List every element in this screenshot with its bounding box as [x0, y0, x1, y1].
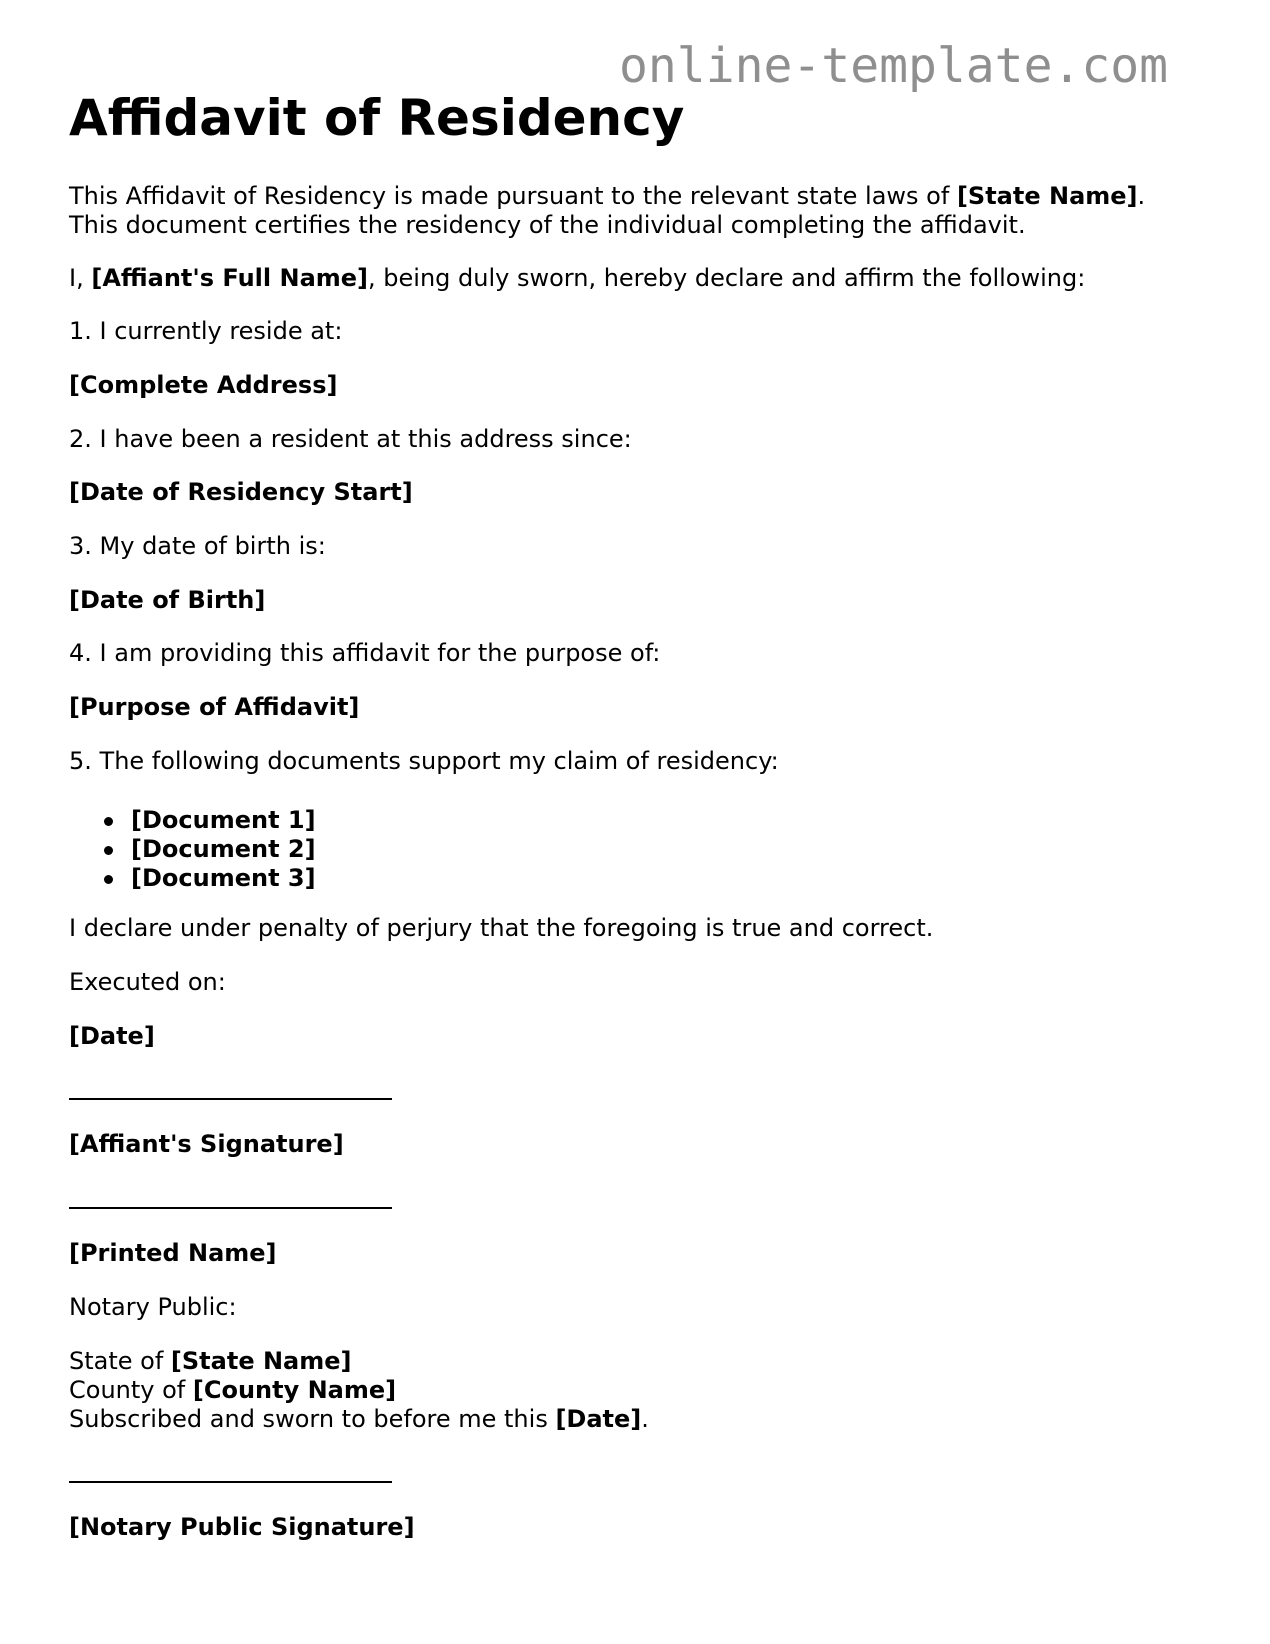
item-5-text: 5. The following documents support my claim of residency:	[69, 747, 779, 775]
notary-state-line	[69, 1347, 351, 1376]
notary-sworn-prefix: Subscribed and sworn to before me this	[69, 1405, 556, 1433]
notary-heading: Notary Public:	[69, 1293, 237, 1321]
residency-start-placeholder: [Date of Residency Start]	[69, 478, 413, 506]
intro-line-2: This document certifies the residency of the individual completing the affidavit.	[69, 211, 1026, 239]
document-placeholder: [Document 2]	[131, 835, 316, 863]
notary-signature-label: [Notary Public Signature]	[69, 1513, 415, 1541]
notary-state-prefix: State of	[69, 1347, 171, 1375]
affiant-name-placeholder: [Affiant's Full Name]	[91, 264, 369, 292]
document-placeholder: [Document 3]	[131, 864, 316, 892]
notary-county-line	[69, 1376, 396, 1405]
document-title: Affidavit of Residency	[69, 89, 685, 147]
notary-county-placeholder: [County Name]	[192, 1376, 397, 1404]
state-name-placeholder: [State Name]	[956, 182, 1138, 210]
executed-date-placeholder: [Date]	[69, 1022, 155, 1050]
declaration-prefix: I,	[69, 264, 92, 292]
watermark: online-template.com	[619, 38, 1169, 94]
notary-state-placeholder: [State Name]	[170, 1347, 352, 1375]
bullet-icon	[104, 817, 113, 826]
date-of-birth-placeholder: [Date of Birth]	[69, 586, 266, 614]
bullet-icon	[104, 846, 113, 855]
perjury-statement: I declare under penalty of perjury that the foregoing is true and correct.	[69, 914, 934, 942]
notary-county-prefix: County of	[69, 1376, 193, 1404]
intro-suffix: .	[1137, 182, 1146, 210]
intro-prefix: This Affidavit of Residency is made pursuant to the relevant state laws of	[69, 182, 957, 210]
affiant-signature-line	[69, 1098, 392, 1100]
item-1-text: 1. I currently reside at:	[69, 317, 343, 345]
list-item	[69, 806, 316, 835]
notary-sworn-line	[69, 1405, 649, 1434]
item-2-text: 2. I have been a resident at this address since:	[69, 425, 632, 453]
document-placeholder: [Document 1]	[131, 806, 316, 834]
printed-name-line	[69, 1207, 392, 1209]
purpose-placeholder: [Purpose of Affidavit]	[69, 693, 360, 721]
bullet-icon	[104, 875, 113, 884]
list-item	[69, 835, 316, 864]
declaration-suffix: , being duly sworn, hereby declare and affirm the following:	[368, 264, 1086, 292]
list-item	[69, 864, 316, 893]
executed-on-label: Executed on:	[69, 968, 226, 996]
printed-name-label: [Printed Name]	[69, 1239, 277, 1267]
affiant-signature-label: [Affiant's Signature]	[69, 1130, 344, 1158]
notary-sworn-suffix: .	[641, 1405, 649, 1433]
supporting-documents-list	[69, 806, 316, 893]
notary-sworn-date-placeholder: [Date]	[555, 1405, 642, 1433]
declaration-line	[69, 264, 1085, 293]
complete-address-placeholder: [Complete Address]	[69, 371, 338, 399]
item-3-text: 3. My date of birth is:	[69, 532, 326, 560]
intro-line-1	[69, 182, 1145, 211]
notary-signature-line	[69, 1481, 392, 1483]
item-4-text: 4. I am providing this affidavit for the purpose of:	[69, 639, 661, 667]
